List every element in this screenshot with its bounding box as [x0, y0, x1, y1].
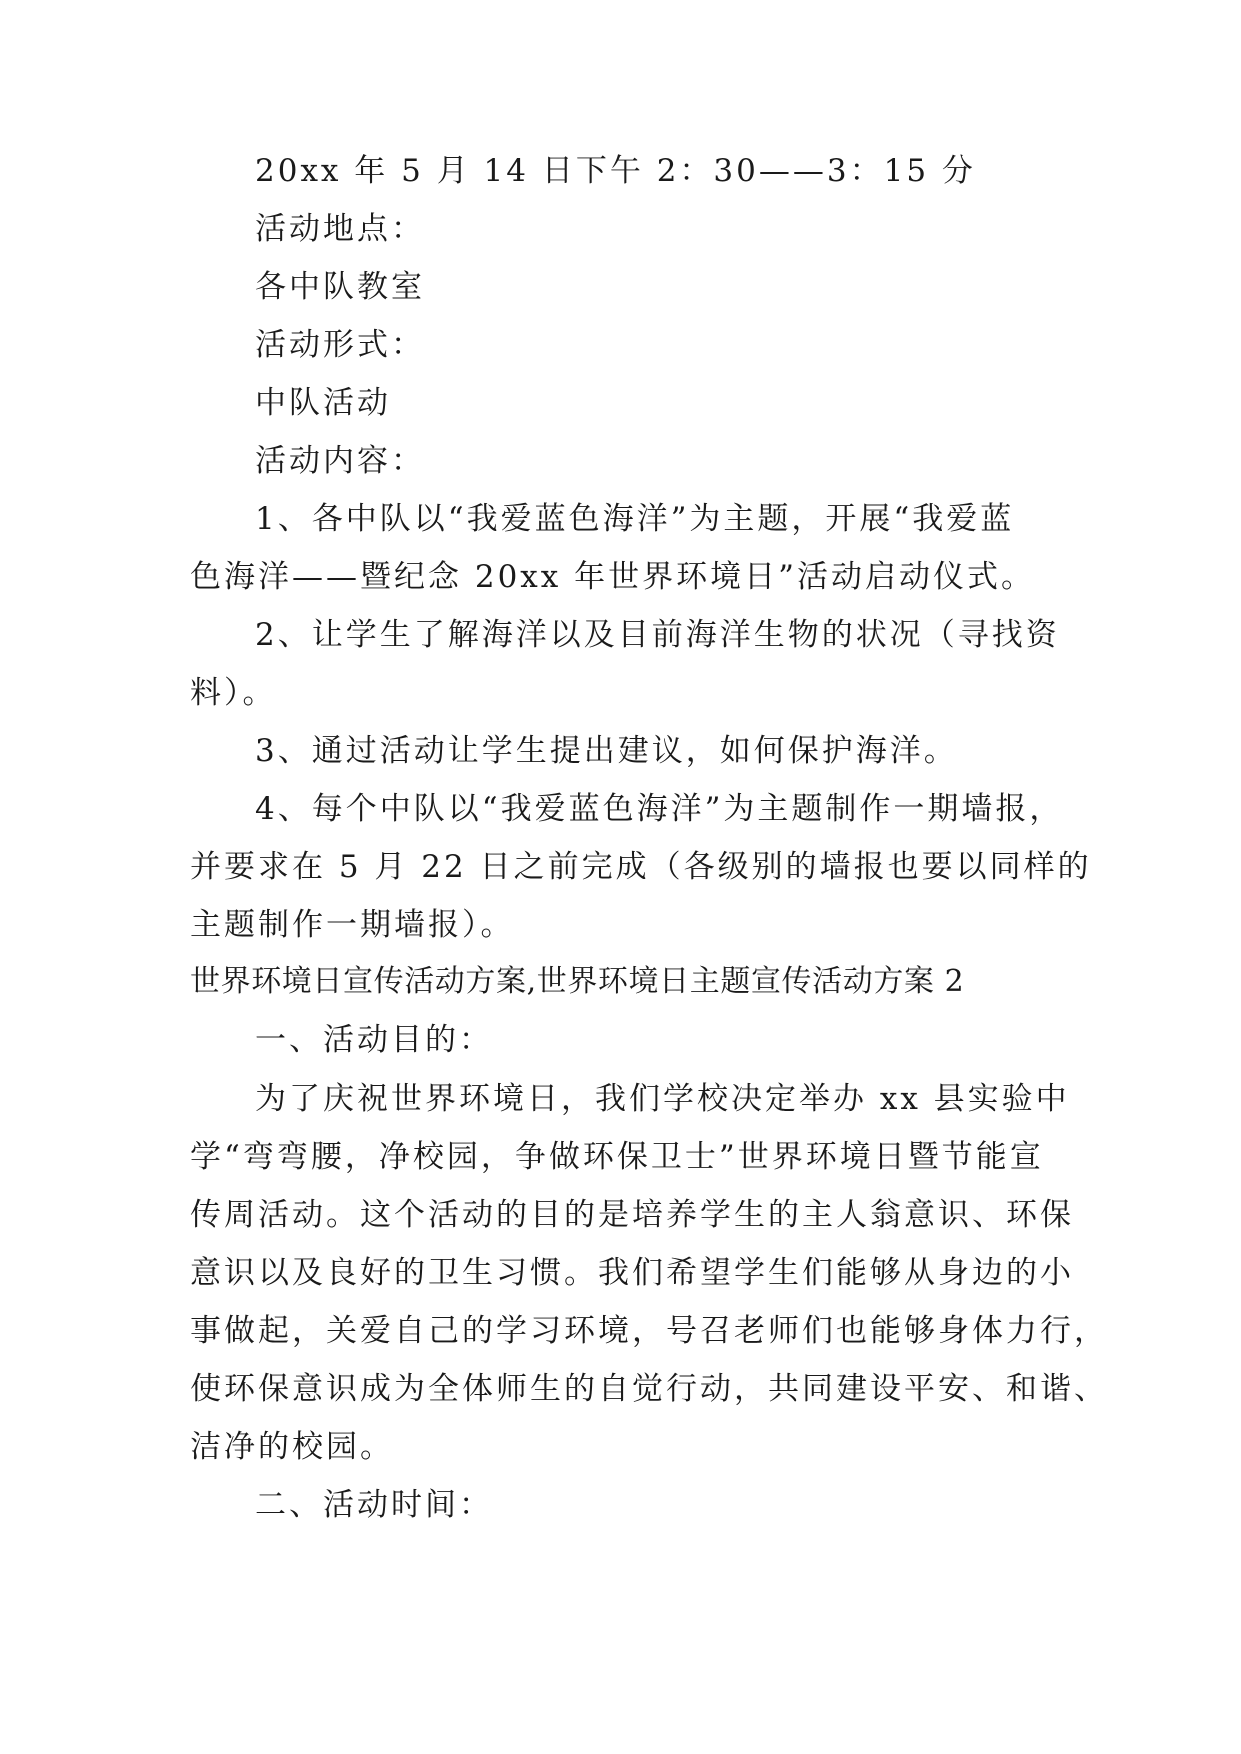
purpose-paragraph-line-7: 洁净的校园。 — [190, 1429, 394, 1465]
content-item-1-line-2: 色海洋——暨纪念 20xx 年世界环境日”活动启动仪式。 — [190, 559, 1035, 595]
content-item-4-line-2: 并要求在 5 月 22 日之前完成（各级别的墙报也要以同样的 — [190, 849, 1092, 885]
purpose-paragraph-line-3: 传周活动。这个活动的目的是培养学生的主人翁意识、环保 — [190, 1197, 1074, 1233]
format-label: 活动形式： — [255, 327, 425, 363]
content-label: 活动内容： — [255, 443, 425, 479]
location-value: 各中队教室 — [255, 269, 425, 305]
purpose-paragraph-line-1: 为了庆祝世界环境日，我们学校决定举办 xx 县实验中 — [255, 1081, 1070, 1117]
format-value: 中队活动 — [255, 385, 391, 421]
time-heading: 二、活动时间： — [255, 1487, 493, 1523]
content-item-4-line-3: 主题制作一期墙报）。 — [190, 907, 515, 943]
content-item-3: 3、通过活动让学生提出建议，如何保护海洋。 — [255, 733, 958, 769]
content-item-2-line-1: 2、让学生了解海洋以及目前海洋生物的状况（寻找资 — [255, 617, 1060, 653]
purpose-paragraph-line-4: 意识以及良好的卫生习惯。我们希望学生们能够从身边的小 — [190, 1255, 1074, 1291]
location-label: 活动地点： — [255, 211, 425, 247]
purpose-heading: 一、活动目的： — [255, 1022, 493, 1058]
purpose-paragraph-line-2: 学“弯弯腰，净校园，争做环保卫士”世界环境日暨节能宣 — [190, 1139, 1044, 1175]
time-value: 20xx 年 5 月 14 日下午 2：30——3：15 分 — [255, 153, 976, 189]
content-item-2-line-2: 料）。 — [190, 675, 277, 711]
section-title: 世界环境日宣传活动方案,世界环境日主题宣传活动方案 2 — [190, 964, 965, 999]
content-item-1-line-1: 1、各中队以“我爱蓝色海洋”为主题，开展“我爱蓝 — [255, 501, 1015, 537]
purpose-paragraph-line-6: 使环保意识成为全体师生的自觉行动，共同建设平安、和谐、 — [190, 1371, 1108, 1407]
purpose-paragraph-line-5: 事做起，关爱自己的学习环境，号召老师们也能够身体力行， — [190, 1313, 1108, 1349]
content-item-4-line-1: 4、每个中队以“我爱蓝色海洋”为主题制作一期墙报， — [255, 791, 1064, 827]
